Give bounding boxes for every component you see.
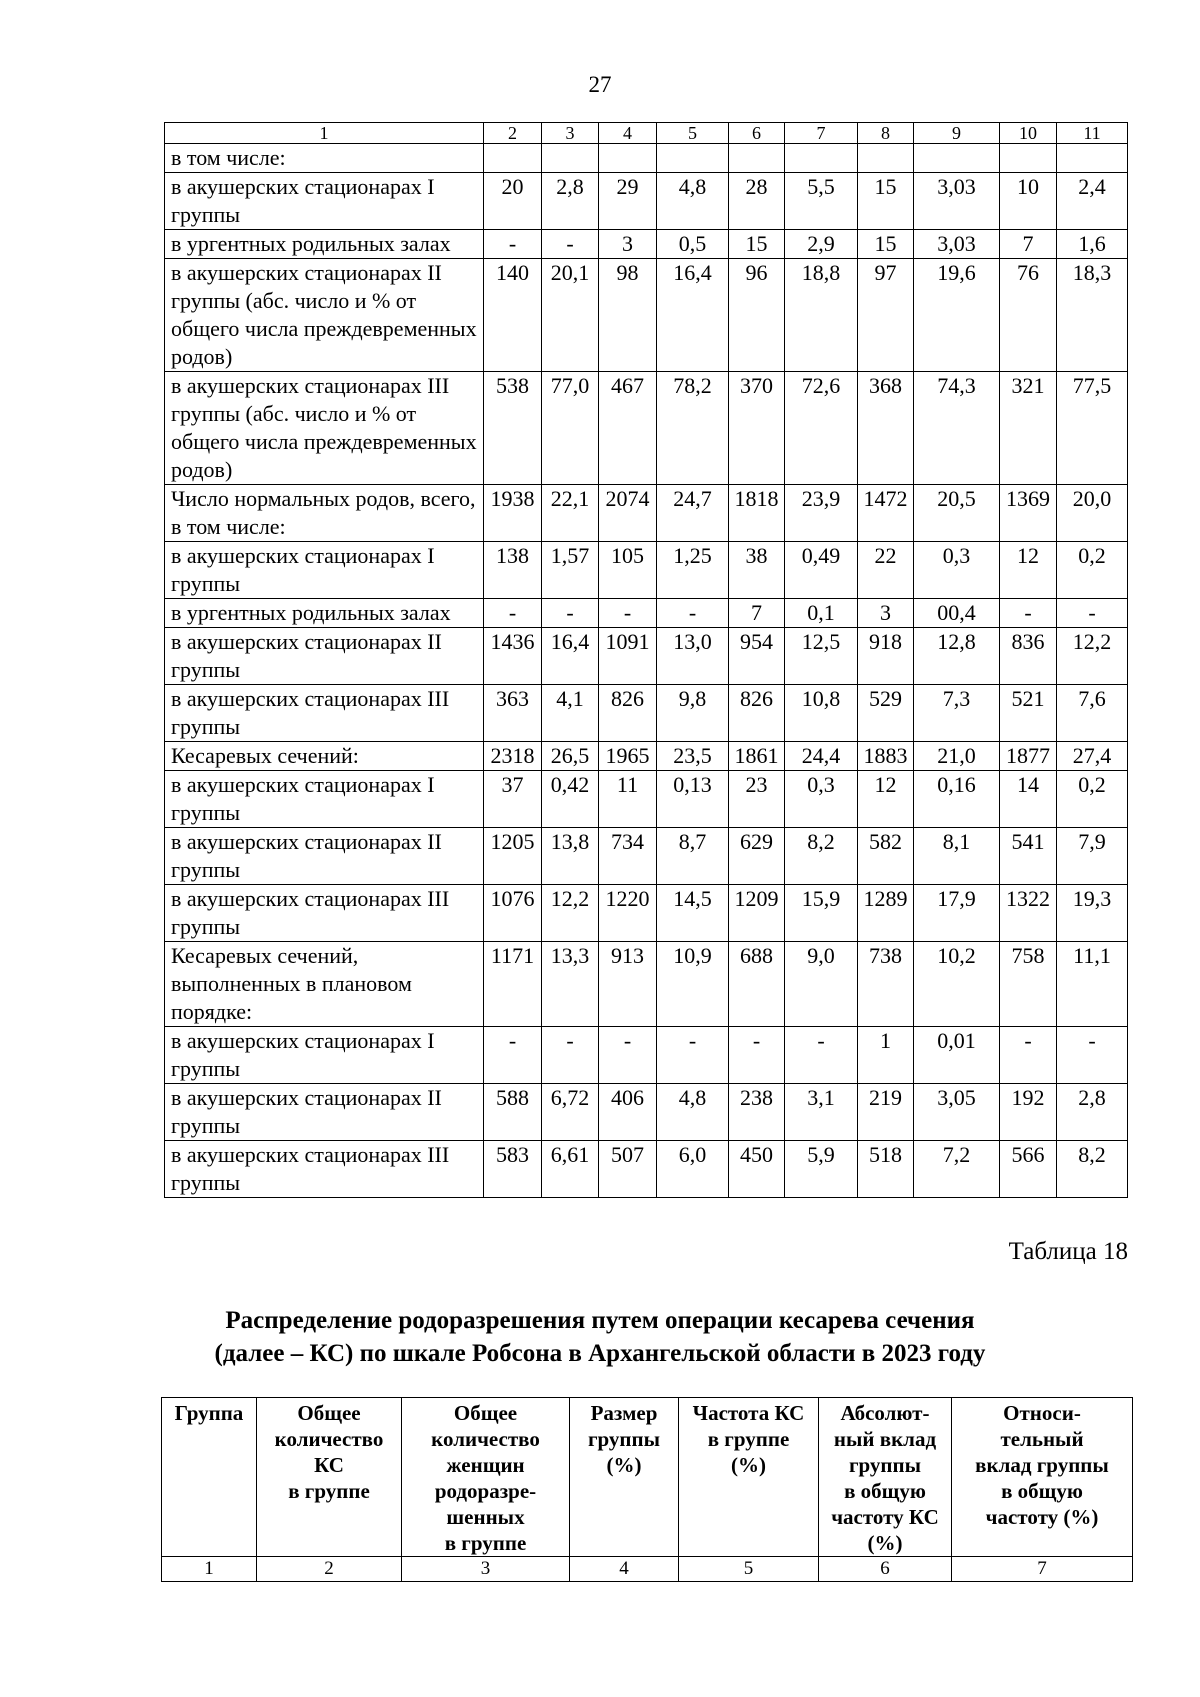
table-row [165, 599, 1128, 628]
value-cell: 582 [858, 828, 914, 885]
value-cell: 1877 [1000, 742, 1057, 771]
value-cell: 1322 [1000, 885, 1057, 942]
value-cell: - [657, 1027, 729, 1084]
value-cell: 0,01 [914, 1027, 1000, 1084]
value-cell: - [657, 599, 729, 628]
value-cell: 13,8 [542, 828, 599, 885]
value-cell: 450 [729, 1141, 785, 1198]
value-cell: 538 [484, 372, 542, 485]
header-line: женщин [446, 1453, 525, 1477]
value-cell [1000, 144, 1057, 173]
row-label: в ургентных родильных залах [165, 599, 484, 628]
column-number-cell: 10 [1000, 123, 1057, 144]
table-row [165, 771, 1128, 828]
value-cell: 7,2 [914, 1141, 1000, 1198]
value-cell: 22 [858, 542, 914, 599]
value-cell [484, 144, 542, 173]
value-cell: 1861 [729, 742, 785, 771]
value-cell: 9,0 [785, 942, 858, 1027]
header-line: родоразре- [434, 1479, 537, 1503]
row-label: в акушерских стационарах II группы (абс. число и % от общего числа преждевременных родов) [165, 259, 484, 372]
value-cell: 8,2 [785, 828, 858, 885]
value-cell: 4,8 [657, 1084, 729, 1141]
column-number-cell: 2 [484, 123, 542, 144]
value-cell: - [1000, 599, 1057, 628]
table-row [165, 942, 1128, 1027]
value-cell: 1205 [484, 828, 542, 885]
table-row [165, 259, 1128, 372]
value-cell: 20,0 [1057, 485, 1128, 542]
value-cell: 4,1 [542, 685, 599, 742]
row-label: Кесаревых сечений, выполненных в плановом порядке: [165, 942, 484, 1027]
value-cell: 918 [858, 628, 914, 685]
value-cell: 140 [484, 259, 542, 372]
column-number-cell: 6 [729, 123, 785, 144]
column-number-cell: 11 [1057, 123, 1128, 144]
column-number-cell: 9 [914, 123, 1000, 144]
value-cell: 1,25 [657, 542, 729, 599]
value-cell: 13,0 [657, 628, 729, 685]
value-cell: 20 [484, 173, 542, 230]
value-cell: 5,9 [785, 1141, 858, 1198]
value-cell: 1369 [1000, 485, 1057, 542]
value-cell: 6,72 [542, 1084, 599, 1141]
value-cell: 3 [599, 230, 657, 259]
value-cell: 24,7 [657, 485, 729, 542]
value-cell: 0,1 [785, 599, 858, 628]
value-cell: 583 [484, 1141, 542, 1198]
column-number-cell: 7 [952, 1557, 1133, 1582]
value-cell [1057, 144, 1128, 173]
value-cell: 74,3 [914, 372, 1000, 485]
statistics-table [164, 122, 1128, 1198]
header-line: Относи- [1003, 1401, 1081, 1425]
header-line: частоту (%) [985, 1505, 1099, 1529]
value-cell: - [729, 1027, 785, 1084]
value-cell [542, 144, 599, 173]
value-cell [785, 144, 858, 173]
value-cell: - [542, 1027, 599, 1084]
value-cell: 23,5 [657, 742, 729, 771]
value-cell [729, 144, 785, 173]
value-cell: 77,0 [542, 372, 599, 485]
value-cell [657, 144, 729, 173]
row-label: в акушерских стационарах I группы [165, 771, 484, 828]
row-label: в акушерских стационарах I группы [165, 1027, 484, 1084]
value-cell: 7,6 [1057, 685, 1128, 742]
value-cell: 1938 [484, 485, 542, 542]
value-cell [858, 144, 914, 173]
table-title [0, 1304, 1200, 1370]
row-label: Число нормальных родов, всего, в том числе: [165, 485, 484, 542]
value-cell: 24,4 [785, 742, 858, 771]
header-line: ный вклад [833, 1427, 937, 1451]
value-cell: 629 [729, 828, 785, 885]
header-line: Общее [453, 1401, 518, 1425]
row-label: в акушерских стационарах III группы [165, 685, 484, 742]
value-cell: 18,8 [785, 259, 858, 372]
row-label: в акушерских стационарах II группы [165, 1084, 484, 1141]
robson-header-cell [257, 1398, 402, 1557]
column-number-cell: 8 [858, 123, 914, 144]
table-row [165, 1027, 1128, 1084]
value-cell: 00,4 [914, 599, 1000, 628]
value-cell: 15 [858, 173, 914, 230]
value-cell: 0,5 [657, 230, 729, 259]
row-label: в акушерских стационарах II группы [165, 828, 484, 885]
column-number-cell: 4 [599, 123, 657, 144]
value-cell: 6,61 [542, 1141, 599, 1198]
value-cell: 10,8 [785, 685, 858, 742]
value-cell: 72,6 [785, 372, 858, 485]
table-row [165, 742, 1128, 771]
column-number-cell: 6 [819, 1557, 952, 1582]
value-cell: 738 [858, 942, 914, 1027]
value-cell: 12,2 [542, 885, 599, 942]
header-line: (%) [867, 1531, 903, 1555]
value-cell: 3,03 [914, 230, 1000, 259]
table-row [165, 230, 1128, 259]
value-cell: 2,8 [1057, 1084, 1128, 1141]
value-cell: 826 [599, 685, 657, 742]
table-row [165, 1084, 1128, 1141]
value-cell: 22,1 [542, 485, 599, 542]
robson-header-cell [679, 1398, 819, 1557]
row-label: в том числе: [165, 144, 484, 173]
header-line: (%) [731, 1453, 766, 1477]
value-cell: 2,8 [542, 173, 599, 230]
value-cell: 12,8 [914, 628, 1000, 685]
table-row [165, 144, 1128, 173]
table-title-line: (далее – КС) по шкале Робсона в Архангельской области в 2023 году [214, 1340, 986, 1367]
value-cell: 0,2 [1057, 542, 1128, 599]
value-cell: 1 [858, 1027, 914, 1084]
value-cell: 1818 [729, 485, 785, 542]
value-cell: 1289 [858, 885, 914, 942]
row-label: в акушерских стационарах I группы [165, 542, 484, 599]
value-cell: 688 [729, 942, 785, 1027]
value-cell: 0,16 [914, 771, 1000, 828]
robson-column-numbers-row [162, 1557, 1133, 1582]
value-cell: 0,3 [785, 771, 858, 828]
value-cell: 8,2 [1057, 1141, 1128, 1198]
value-cell: 1209 [729, 885, 785, 942]
value-cell: 0,42 [542, 771, 599, 828]
value-cell: 97 [858, 259, 914, 372]
value-cell: 13,3 [542, 942, 599, 1027]
value-cell: 507 [599, 1141, 657, 1198]
value-cell: 0,3 [914, 542, 1000, 599]
value-cell: 758 [1000, 942, 1057, 1027]
column-number-cell: 5 [657, 123, 729, 144]
value-cell: 37 [484, 771, 542, 828]
value-cell: 19,6 [914, 259, 1000, 372]
table-row [165, 685, 1128, 742]
value-cell: - [542, 230, 599, 259]
value-cell: 7,9 [1057, 828, 1128, 885]
value-cell: 38 [729, 542, 785, 599]
value-cell: 1,6 [1057, 230, 1128, 259]
value-cell: 16,4 [657, 259, 729, 372]
value-cell: 14 [1000, 771, 1057, 828]
value-cell: - [785, 1027, 858, 1084]
value-cell: 20,5 [914, 485, 1000, 542]
value-cell: 913 [599, 942, 657, 1027]
header-line: КС [314, 1453, 344, 1477]
robson-header-cell [402, 1398, 570, 1557]
robson-header-row [162, 1398, 1133, 1557]
header-line: в группе [288, 1479, 370, 1503]
value-cell: 588 [484, 1084, 542, 1141]
value-cell: - [1000, 1027, 1057, 1084]
header-line: Частота КС [692, 1401, 805, 1425]
page-number: 27 [588, 72, 612, 97]
table-caption: Таблица 18 [1008, 1238, 1128, 1265]
value-cell: 8,1 [914, 828, 1000, 885]
column-number-cell: 5 [679, 1557, 819, 1582]
value-cell: 1472 [858, 485, 914, 542]
value-cell: 1220 [599, 885, 657, 942]
value-cell: 3,05 [914, 1084, 1000, 1141]
column-number-cell: 1 [162, 1557, 257, 1582]
value-cell [914, 144, 1000, 173]
row-label: в ургентных родильных залах [165, 230, 484, 259]
table-row [165, 542, 1128, 599]
value-cell: 3,1 [785, 1084, 858, 1141]
table-row [165, 1141, 1128, 1198]
value-cell: - [542, 599, 599, 628]
header-line: вклад группы [975, 1453, 1109, 1477]
value-cell: 1,57 [542, 542, 599, 599]
row-label: в акушерских стационарах III группы [165, 885, 484, 942]
robson-header-cell [570, 1398, 679, 1557]
value-cell: 28 [729, 173, 785, 230]
row-label: Кесаревых сечений: [165, 742, 484, 771]
value-cell: 192 [1000, 1084, 1057, 1141]
value-cell: 3,03 [914, 173, 1000, 230]
value-cell: 541 [1000, 828, 1057, 885]
value-cell: 26,5 [542, 742, 599, 771]
value-cell: 20,1 [542, 259, 599, 372]
value-cell: 78,2 [657, 372, 729, 485]
value-cell: 15,9 [785, 885, 858, 942]
robson-table [161, 1397, 1133, 1582]
header-line: в общую [844, 1479, 926, 1503]
header-line: Группа [174, 1401, 244, 1425]
value-cell: 14,5 [657, 885, 729, 942]
value-cell: 7 [729, 599, 785, 628]
value-cell: 19,3 [1057, 885, 1128, 942]
value-cell: 734 [599, 828, 657, 885]
value-cell: 1076 [484, 885, 542, 942]
value-cell: 10 [1000, 173, 1057, 230]
value-cell: 98 [599, 259, 657, 372]
value-cell: 467 [599, 372, 657, 485]
table-row [165, 173, 1128, 230]
value-cell: 9,8 [657, 685, 729, 742]
value-cell: 2,4 [1057, 173, 1128, 230]
value-cell: 27,4 [1057, 742, 1128, 771]
header-line: количество [274, 1427, 384, 1451]
table-row [165, 885, 1128, 942]
value-cell: 826 [729, 685, 785, 742]
value-cell: 1171 [484, 942, 542, 1027]
column-number-row [165, 123, 1128, 144]
value-cell: 518 [858, 1141, 914, 1198]
value-cell: 238 [729, 1084, 785, 1141]
value-cell: 10,2 [914, 942, 1000, 1027]
robson-header-cell [819, 1398, 952, 1557]
table-row [165, 628, 1128, 685]
row-label: в акушерских стационарах III группы (абс. число и % от общего числа преждевременных родов) [165, 372, 484, 485]
row-label: в акушерских стационарах I группы [165, 173, 484, 230]
column-number-cell: 7 [785, 123, 858, 144]
value-cell: 105 [599, 542, 657, 599]
header-line: в группе [707, 1427, 790, 1451]
value-cell: - [1057, 1027, 1128, 1084]
value-cell: 2074 [599, 485, 657, 542]
value-cell: 529 [858, 685, 914, 742]
value-cell: 521 [1000, 685, 1057, 742]
robson-header-cell [162, 1398, 257, 1557]
value-cell: 21,0 [914, 742, 1000, 771]
value-cell: 4,8 [657, 173, 729, 230]
value-cell: 23,9 [785, 485, 858, 542]
value-cell: 11,1 [1057, 942, 1128, 1027]
value-cell: 138 [484, 542, 542, 599]
column-number-cell: 3 [542, 123, 599, 144]
value-cell: 1965 [599, 742, 657, 771]
robson-header-cell [952, 1398, 1133, 1557]
header-line: Абсолют- [840, 1401, 930, 1425]
value-cell: 363 [484, 685, 542, 742]
value-cell: 321 [1000, 372, 1057, 485]
value-cell: 12 [858, 771, 914, 828]
value-cell: 12,2 [1057, 628, 1128, 685]
header-line: группы [587, 1427, 661, 1451]
value-cell: - [484, 230, 542, 259]
header-line: в общую [1001, 1479, 1083, 1503]
value-cell: 0,49 [785, 542, 858, 599]
value-cell: 17,9 [914, 885, 1000, 942]
value-cell: 3 [858, 599, 914, 628]
value-cell: 12,5 [785, 628, 858, 685]
table-row [165, 372, 1128, 485]
value-cell: 2,9 [785, 230, 858, 259]
value-cell: 0,13 [657, 771, 729, 828]
value-cell: 18,3 [1057, 259, 1128, 372]
value-cell: 29 [599, 173, 657, 230]
value-cell: 1883 [858, 742, 914, 771]
value-cell: 954 [729, 628, 785, 685]
column-number-cell: 1 [165, 123, 484, 144]
value-cell: - [599, 1027, 657, 1084]
value-cell: - [484, 599, 542, 628]
column-number-cell: 3 [402, 1557, 570, 1582]
value-cell: 23 [729, 771, 785, 828]
value-cell: 11 [599, 771, 657, 828]
value-cell: 7,3 [914, 685, 1000, 742]
value-cell: 5,5 [785, 173, 858, 230]
value-cell: 15 [729, 230, 785, 259]
value-cell: 1436 [484, 628, 542, 685]
header-line: Общее [297, 1401, 361, 1425]
value-cell: 0,2 [1057, 771, 1128, 828]
value-cell: 6,0 [657, 1141, 729, 1198]
value-cell: 406 [599, 1084, 657, 1141]
value-cell: 836 [1000, 628, 1057, 685]
header-line: частоту КС [831, 1505, 939, 1529]
value-cell: 368 [858, 372, 914, 485]
value-cell: 219 [858, 1084, 914, 1141]
value-cell: 8,7 [657, 828, 729, 885]
column-number-cell: 4 [570, 1557, 679, 1582]
header-line: Размер [590, 1401, 658, 1425]
column-number-cell: 2 [257, 1557, 402, 1582]
value-cell: 16,4 [542, 628, 599, 685]
value-cell: 76 [1000, 259, 1057, 372]
header-line: тельный [1000, 1427, 1084, 1451]
value-cell: 77,5 [1057, 372, 1128, 485]
row-label: в акушерских стационарах III группы [165, 1141, 484, 1198]
value-cell [599, 144, 657, 173]
value-cell: 12 [1000, 542, 1057, 599]
value-cell: 15 [858, 230, 914, 259]
value-cell: 96 [729, 259, 785, 372]
header-line: шенных [446, 1505, 525, 1529]
value-cell: 10,9 [657, 942, 729, 1027]
table-row [165, 828, 1128, 885]
header-line: в группе [444, 1531, 527, 1555]
header-line: (%) [606, 1453, 642, 1477]
value-cell: - [1057, 599, 1128, 628]
value-cell: 566 [1000, 1141, 1057, 1198]
value-cell: 7 [1000, 230, 1057, 259]
header-line: количество [431, 1427, 540, 1451]
value-cell: 1091 [599, 628, 657, 685]
row-label: в акушерских стационарах II группы [165, 628, 484, 685]
table-title-line: Распределение родоразрешения путем операции кесарева сечения [225, 1307, 975, 1334]
value-cell: - [484, 1027, 542, 1084]
value-cell: - [599, 599, 657, 628]
header-line: группы [848, 1453, 922, 1477]
value-cell: 2318 [484, 742, 542, 771]
table-row [165, 485, 1128, 542]
value-cell: 370 [729, 372, 785, 485]
